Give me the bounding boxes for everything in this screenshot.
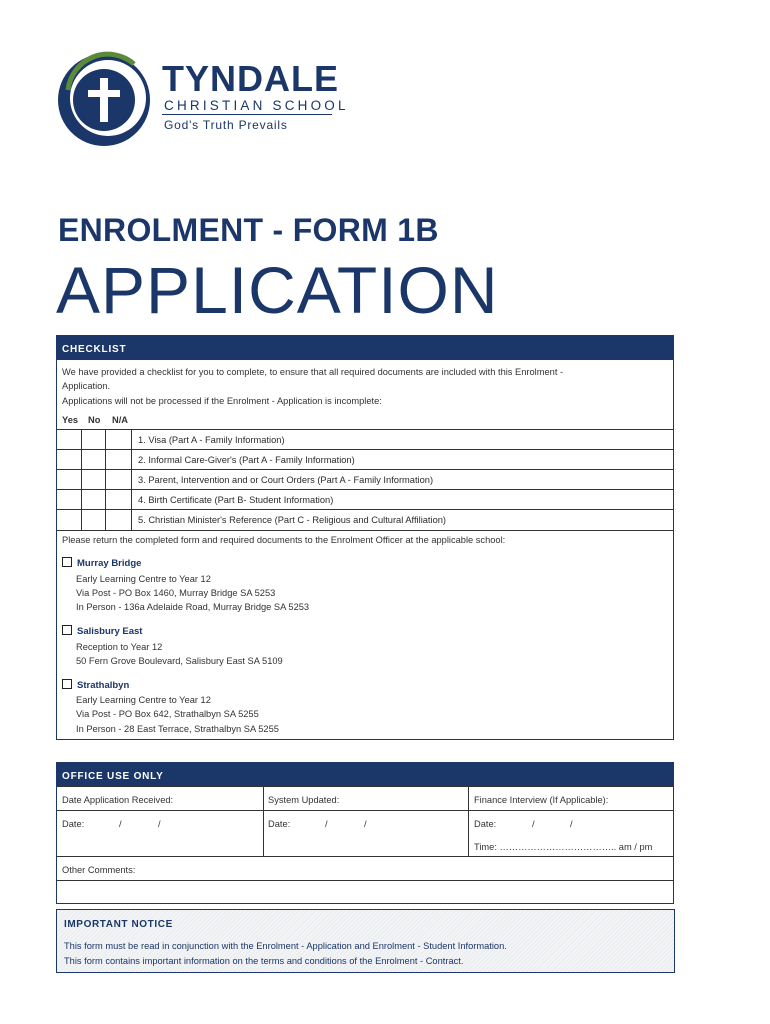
date-label: Date: <box>62 819 85 829</box>
school-address-line: 50 Fern Grove Boulevard, Salisbury East SA 5109 <box>76 656 283 666</box>
office-use-panel <box>56 762 674 904</box>
school-name: Salisbury East <box>77 626 143 637</box>
checkbox-icon[interactable] <box>62 625 72 635</box>
school-address-line: Reception to Year 12 <box>76 642 163 652</box>
checklist-header: CHECKLIST <box>57 336 673 360</box>
checklist-item-label: 5. Christian Minister's Reference (Part C - Religious and Cultural Affiliation) <box>138 515 447 525</box>
na-checkbox[interactable] <box>105 450 132 470</box>
checkbox-icon[interactable] <box>62 679 72 689</box>
checklist-intro-1: We have provided a checklist for you to complete, to ensure that all required documents are included with this Enrolment - <box>62 367 564 377</box>
checklist-item-label: 2. Informal Care-Giver's (Part A - Family Information) <box>138 455 355 465</box>
other-comments-field[interactable] <box>57 881 673 903</box>
yes-checkbox[interactable] <box>57 430 82 450</box>
other-comments-label: Other Comments: <box>62 865 136 875</box>
notice-line-1: This form must be read in conjunction with the Enrolment - Application and Enrolment - Student Information. <box>64 941 507 951</box>
checklist-item-label: 4. Birth Certificate (Part B- Student Information) <box>138 495 334 505</box>
logo-divider <box>162 114 332 115</box>
finance-interview-label: Finance Interview (If Applicable): <box>474 795 609 805</box>
yes-checkbox[interactable] <box>57 470 82 490</box>
school-name: Strathalbyn <box>77 680 130 691</box>
logo-motto: God's Truth Prevails <box>164 118 288 132</box>
yes-checkbox[interactable] <box>57 450 82 470</box>
checklist-row <box>57 489 673 510</box>
return-instructions: Please return the completed form and required documents to the Enrolment Officer at the applicable school: <box>62 535 506 545</box>
date-slash: / <box>158 819 161 829</box>
date-received-label: Date Application Received: <box>62 795 174 805</box>
col-na-label: N/A <box>112 415 129 425</box>
checklist-intro-3: Applications will not be processed if the Enrolment - Application is incomplete: <box>62 396 382 406</box>
checklist-item-label: 3. Parent, Intervention and or Court Orders (Part A - Family Information) <box>138 475 434 485</box>
school-address-line: Early Learning Centre to Year 12 <box>76 695 211 705</box>
page-title: APPLICATION <box>56 253 499 327</box>
no-checkbox[interactable] <box>81 490 106 510</box>
date-slash: / <box>364 819 367 829</box>
no-checkbox[interactable] <box>81 510 106 530</box>
na-checkbox[interactable] <box>105 510 132 530</box>
office-use-header: OFFICE USE ONLY <box>57 763 673 787</box>
date-slash: / <box>325 819 328 829</box>
school-address-line: In Person - 136a Adelaide Road, Murray Bridge SA 5253 <box>76 602 310 612</box>
date-field-3[interactable] <box>474 819 496 829</box>
system-updated-label: System Updated: <box>268 795 340 805</box>
date-field-1[interactable] <box>62 819 84 829</box>
checkbox-icon[interactable] <box>62 557 72 567</box>
yes-checkbox[interactable] <box>57 490 82 510</box>
checklist-row <box>57 429 673 450</box>
na-checkbox[interactable] <box>105 430 132 450</box>
school-address-line: Via Post - PO Box 1460, Murray Bridge SA 5253 <box>76 588 276 598</box>
school-address-line: Via Post - PO Box 642, Strathalbyn SA 5255 <box>76 709 259 719</box>
notice-header: IMPORTANT NOTICE <box>64 919 173 930</box>
school-option-murray-bridge[interactable] <box>62 553 141 571</box>
important-notice <box>56 909 675 973</box>
school-option-strathalbyn[interactable] <box>62 675 129 693</box>
checklist-item-label: 1. Visa (Part A - Family Information) <box>138 435 285 445</box>
na-checkbox[interactable] <box>105 490 132 510</box>
notice-line-2: This form contains important information on the terms and conditions of the Enrolment - Contract. <box>64 956 464 966</box>
yes-checkbox[interactable] <box>57 510 82 530</box>
school-address-line: In Person - 28 East Terrace, Strathalbyn SA 5255 <box>76 724 279 734</box>
school-name: Murray Bridge <box>77 558 142 569</box>
no-checkbox[interactable] <box>81 470 106 490</box>
date-label: Date: <box>474 819 497 829</box>
no-checkbox[interactable] <box>81 430 106 450</box>
logo-subtitle: CHRISTIAN SCHOOL <box>164 98 349 113</box>
date-slash: / <box>570 819 573 829</box>
checklist-intro-2: Application. <box>62 381 111 391</box>
school-option-salisbury-east[interactable] <box>62 621 142 639</box>
date-slash: / <box>532 819 535 829</box>
date-slash: / <box>119 819 122 829</box>
checklist-panel <box>56 335 674 740</box>
na-checkbox[interactable] <box>105 470 132 490</box>
time-field[interactable]: Time: ……………………………….. am / pm <box>474 842 653 852</box>
checklist-row <box>57 469 673 490</box>
col-no-label: No <box>88 415 101 425</box>
date-label: Date: <box>268 819 291 829</box>
checklist-row <box>57 449 673 470</box>
date-field-2[interactable] <box>268 819 290 829</box>
form-title: ENROLMENT - FORM 1B <box>58 212 439 248</box>
no-checkbox[interactable] <box>81 450 106 470</box>
checklist-row <box>57 509 673 531</box>
col-yes-label: Yes <box>62 415 79 425</box>
logo-name: TYNDALE <box>162 58 339 99</box>
school-address-line: Early Learning Centre to Year 12 <box>76 574 211 584</box>
